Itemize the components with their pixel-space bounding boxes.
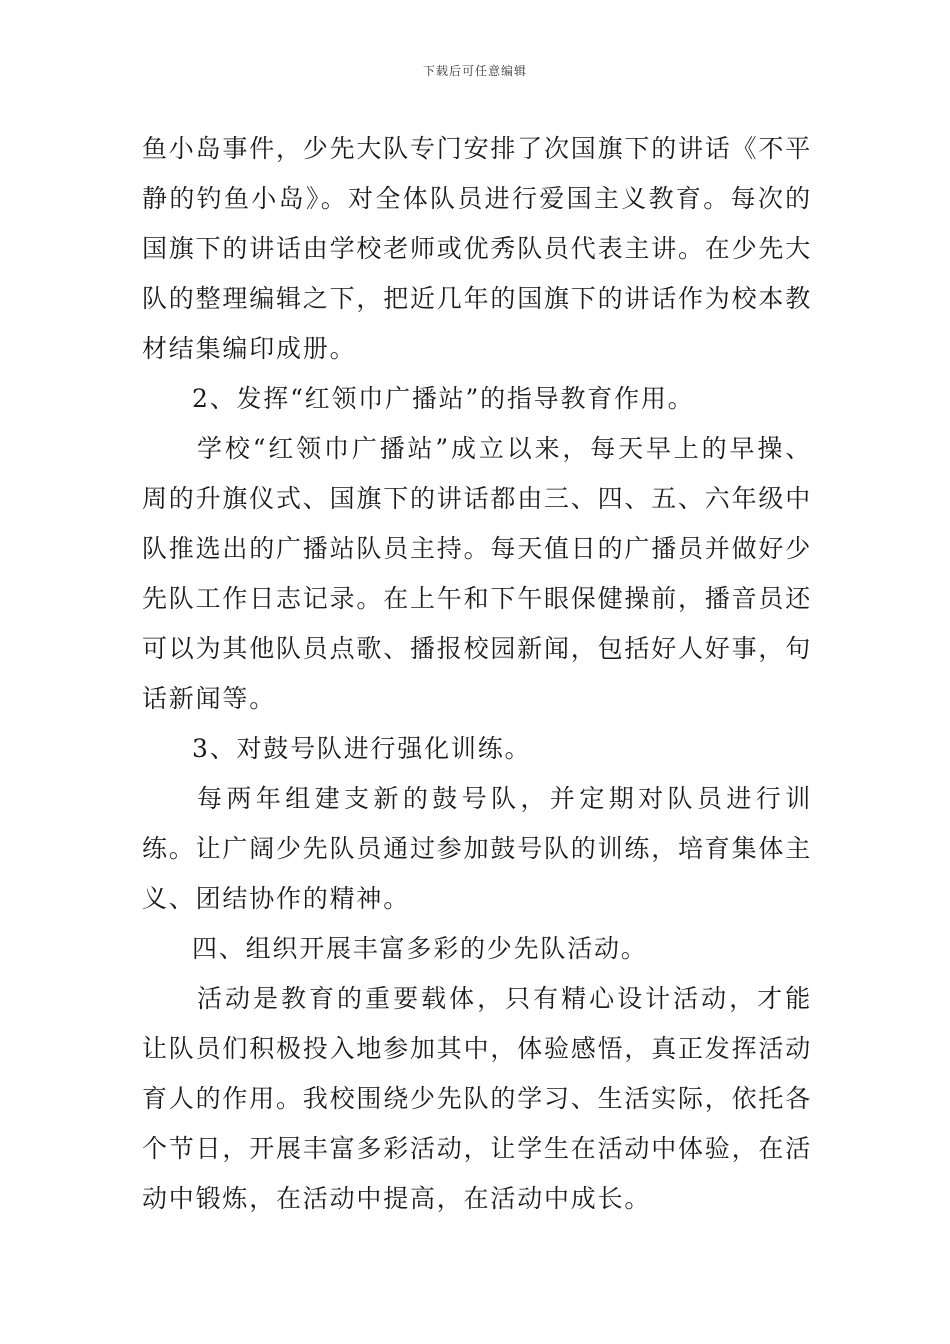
section-heading-4: 四、组织开展丰富多彩的少先队活动。 xyxy=(192,934,648,963)
section-heading-2: 2、发挥“红领巾广播站”的指导教育作用。 xyxy=(192,384,695,413)
document-body xyxy=(142,124,812,1224)
paragraph-activities: 活动是教育的重要载体，只有精心设计活动，才能让队员们积极投入地参加其中，体验感悟，真正发挥活动育人的作用。我校围绕少先队的学习、生活实际，依托各个节日，开展丰富多彩活动，让学生在活动中体验，在活动中锻炼，在活动中提高，在活动中成长。 xyxy=(142,984,813,1213)
paragraph-drum-band: 每两年组建支新的鼓号队，并定期对队员进行训练。让广阔少先队员通过参加鼓号队的训练，培育集体主义、团结协作的精神。 xyxy=(142,784,813,913)
page-header: 下载后可任意编辑 xyxy=(422,64,527,78)
paragraph-broadcast-station: 学校“红领巾广播站”成立以来，每天早上的早操、周的升旗仪式、国旗下的讲话都由三、四、五、六年级中队推选出的广播站队员主持。每天值日的广播员并做好少先队工作日志记录。在上午和下午眼保健操前，播音员还可以为其他队员点歌、播报校园新闻，包括好人好事，句话新闻等。 xyxy=(142,434,813,713)
paragraph-continuation: 鱼小岛事件，少先大队专门安排了次国旗下的讲话《不平静的钓鱼小岛》。对全体队员进行爱国主义教育。每次的国旗下的讲话由学校老师或优秀队员代表主讲。在少先大队的整理编辑之下，把近几年的国旗下的讲话作为校本教材结集编印成册。 xyxy=(142,134,813,363)
section-heading-3: 3、对鼓号队进行强化训练。 xyxy=(192,734,532,763)
